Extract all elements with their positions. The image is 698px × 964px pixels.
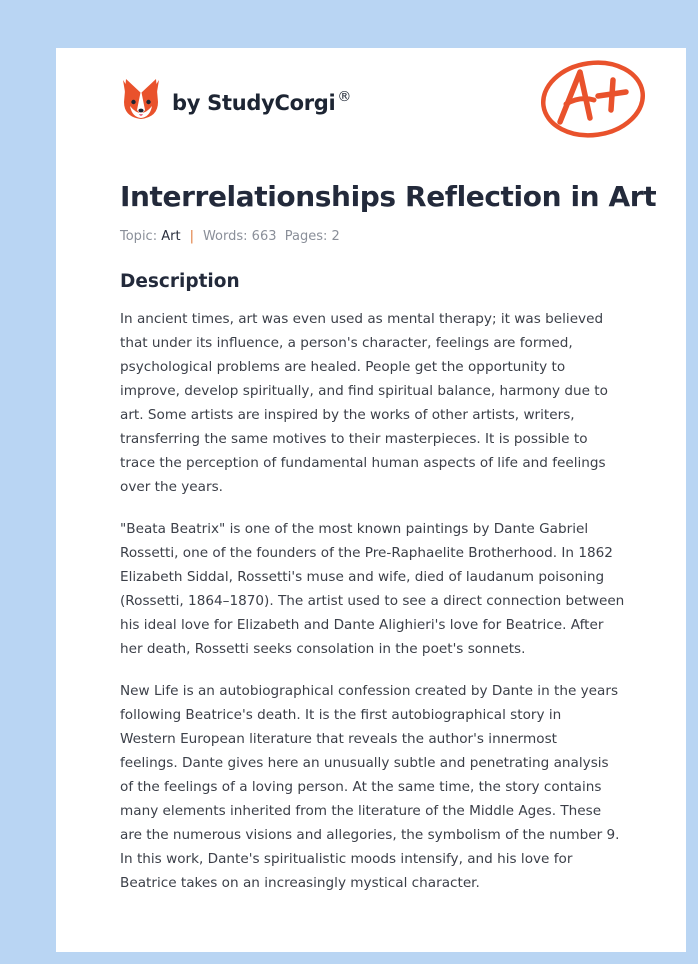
text-line: In this work, Dante's spiritualistic moods intensify, and his love for	[120, 851, 573, 867]
document-body	[120, 307, 640, 913]
document-title: Interrelationships Reflection in Art	[120, 180, 657, 213]
text-line: many elements inherited from the literature of the Middle Ages. These	[120, 803, 602, 819]
text-line: psychological problems are healed. People get the opportunity to	[120, 359, 566, 375]
registered-mark: ®	[337, 89, 352, 105]
meta-separator: |	[189, 229, 194, 244]
document-meta	[120, 229, 340, 244]
text-line: art. Some artists are inspired by the works of other artists, writers,	[120, 407, 575, 423]
text-line: transferring the same motives to their masterpieces. It is possible to	[120, 431, 588, 447]
text-line: improve, develop spiritually, and find spiritual balance, harmony due to	[120, 383, 608, 399]
paragraph	[120, 307, 640, 499]
brand-name: by StudyCorgi ®	[172, 89, 352, 115]
pages-count: 2	[331, 229, 340, 244]
pages-label: Pages:	[284, 229, 328, 244]
text-line: Elizabeth Siddal, Rossetti's muse and wife, died of laudanum poisoning	[120, 569, 605, 585]
text-line: In ancient times, art was even used as mental therapy; it was believed	[120, 311, 604, 327]
text-line: his ideal love for Elizabeth and Dante Alighieri's love for Beatrice. After	[120, 617, 604, 633]
topic-label: Topic:	[120, 229, 158, 244]
text-line: trace the perception of fundamental human aspects of life and feelings	[120, 455, 606, 471]
text-line: (Rossetti, 1864–1870). The artist used to see a direct connection between	[120, 593, 625, 609]
text-line: Western European literature that reveals the author's innermost	[120, 731, 557, 747]
text-line: "Beata Beatrix" is one of the most known paintings by Dante Gabriel	[120, 521, 589, 537]
words-count: 663	[251, 229, 277, 244]
text-line: New Life is an autobiographical confession created by Dante in the years	[120, 683, 619, 699]
document-sheet	[56, 48, 686, 952]
text-line: her death, Rossetti seeks consolation in the poet's sonnets.	[120, 641, 526, 657]
text-line: feelings. Dante gives here an unusually subtle and penetrating analysis	[120, 755, 609, 771]
paragraph	[120, 517, 640, 661]
a-plus-grade-icon	[536, 58, 648, 140]
text-line: Rossetti, one of the founders of the Pre-Raphaelite Brotherhood. In 1862	[120, 545, 613, 561]
text-line: are the numerous visions and allegories, the symbolism of the number 9.	[120, 827, 620, 843]
words-label: Words:	[202, 229, 248, 244]
text-line: over the years.	[120, 479, 223, 495]
topic-link[interactable]: Art	[161, 229, 181, 244]
text-line: Beatrice takes on an increasingly mystical character.	[120, 875, 480, 891]
text-line: that under its influence, a person's character, feelings are formed,	[120, 335, 573, 351]
studycorgi-logo[interactable]	[120, 74, 351, 124]
section-heading: Description	[120, 271, 240, 292]
corgi-icon	[120, 76, 162, 122]
text-line: following Beatrice's death. It is the first autobiographical story in	[120, 707, 562, 723]
paragraph	[120, 679, 640, 895]
text-line: of the feelings of a loving person. At the same time, the story contains	[120, 779, 602, 795]
